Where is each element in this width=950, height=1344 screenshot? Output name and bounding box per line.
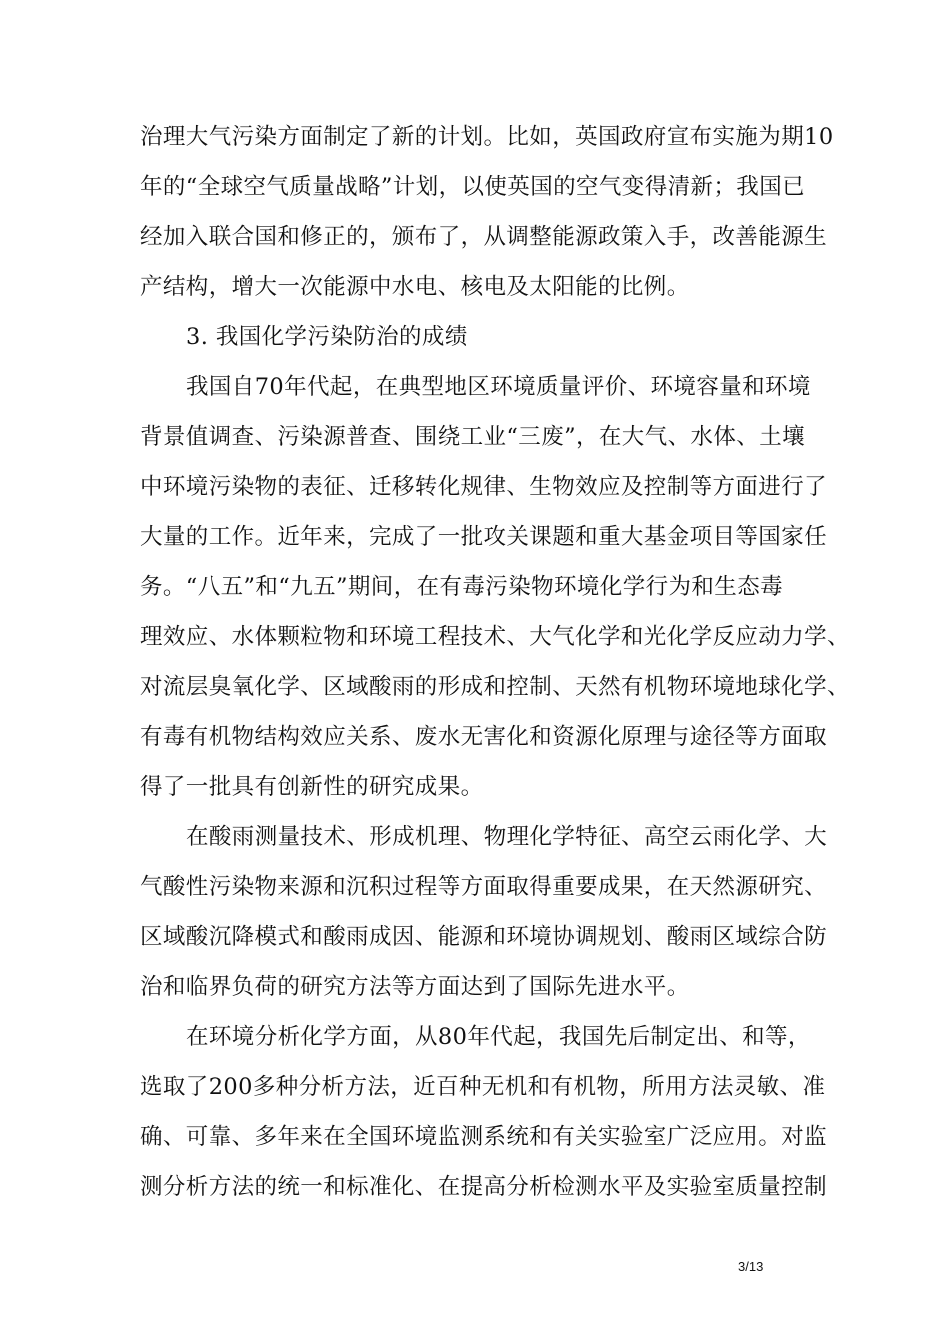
text-line: 我国自70年代起，在典型地区环境质量评价、环境容量和环境 <box>186 374 811 400</box>
text-line: 气酸性污染物来源和沉积过程等方面取得重要成果，在天然源研究、 <box>140 874 828 900</box>
text-line: 年的“全球空气质量战略”计划，以使英国的空气变得清新；我国已 <box>140 174 806 200</box>
text-line: 得了一批具有创新性的研究成果。 <box>140 774 484 800</box>
text-line: 大量的工作。近年来，完成了一批攻关课题和重大基金项目等国家任 <box>140 524 828 550</box>
page-number: 3/13 <box>738 1259 764 1274</box>
text-line: 有毒有机物结构效应关系、废水无害化和资源化原理与途径等方面取 <box>140 724 828 750</box>
text-line: 在环境分析化学方面，从80年代起，我国先后制定出、和等， <box>186 1024 811 1050</box>
text-line: 理效应、水体颗粒物和环境工程技术、大气化学和光化学反应动力学、 <box>140 624 850 650</box>
text-line: 背景值调查、污染源普查、围绕工业“三废”，在大气、水体、土壤 <box>140 424 806 450</box>
text-line: 确、可靠、多年来在全国环境监测系统和有关实验室广泛应用。对监 <box>140 1124 828 1150</box>
section-heading: 3. 我国化学污染防治的成绩 <box>186 324 468 350</box>
text-line: 在酸雨测量技术、形成机理、物理化学特征、高空云雨化学、大 <box>186 824 828 850</box>
text-line: 治理大气污染方面制定了新的计划。比如，英国政府宣布实施为期10 <box>140 124 834 150</box>
text-line: 选取了200多种分析方法，近百种无机和有机物，所用方法灵敏、准 <box>140 1074 826 1100</box>
text-line: 治和临界负荷的研究方法等方面达到了国际先进水平。 <box>140 974 690 1000</box>
text-line: 务。“八五”和“九五”期间，在有毒污染物环境化学行为和生态毒 <box>140 574 784 600</box>
text-line: 测分析方法的统一和标准化、在提高分析检测水平及实验室质量控制 <box>140 1174 828 1200</box>
text-line: 产结构，增大一次能源中水电、核电及太阳能的比例。 <box>140 274 690 300</box>
text-line: 中环境污染物的表征、迁移转化规律、生物效应及控制等方面进行了 <box>140 474 828 500</box>
text-line: 区域酸沉降模式和酸雨成因、能源和环境协调规划、酸雨区域综合防 <box>140 924 828 950</box>
text-line: 经加入联合国和修正的，颁布了，从调整能源政策入手，改善能源生 <box>140 224 828 250</box>
body-text <box>140 112 850 1212</box>
text-line: 对流层臭氧化学、区域酸雨的形成和控制、天然有机物环境地球化学、 <box>140 674 850 700</box>
